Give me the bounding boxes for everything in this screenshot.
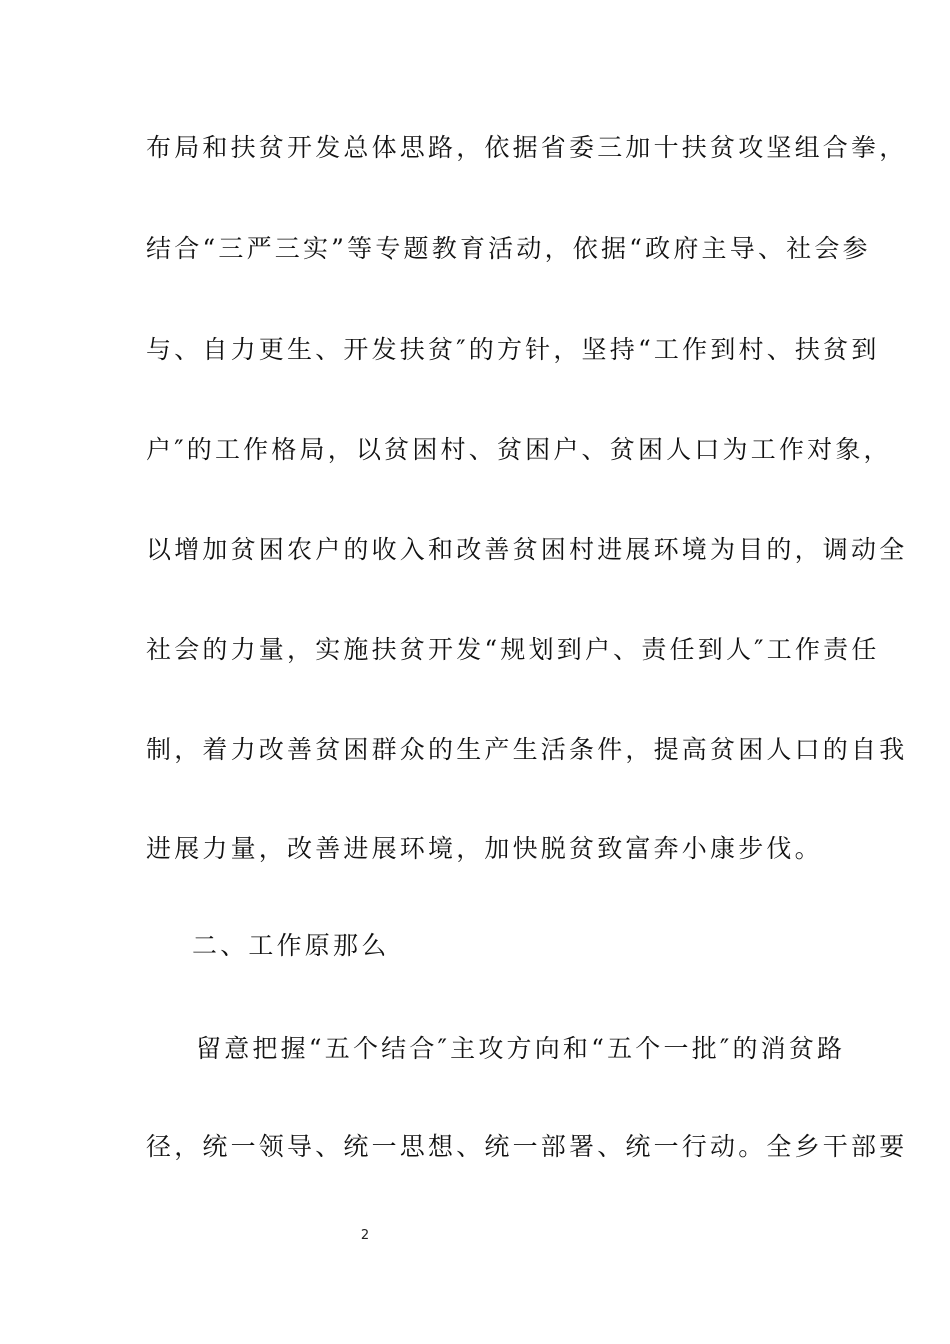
page-number: 2	[360, 1228, 370, 1243]
body-text-line: 结合“三严三实”等专题教育活动，依据“政府主导、社会参	[146, 234, 871, 263]
body-text-line: 以增加贫困农户的收入和改善贫困村进展环境为目的，调动全	[146, 535, 908, 564]
body-text-line: 社会的力量，实施扶贫开发“规划到户、责任到人″工作责任	[146, 635, 880, 664]
body-text-line: 制，着力改善贫困群众的生产生活条件，提高贫困人口的自我	[146, 735, 908, 764]
body-text-line: 户″的工作格局，以贫困村、贫困户、贫困人口为工作对象，	[146, 435, 892, 464]
body-text-line: 进展力量，改善进展环境，加快脱贫致富奔小康步伐。	[146, 834, 823, 863]
body-text-line: 留意把握“五个结合″主攻方向和“五个一批″的消贫路	[196, 1034, 846, 1063]
body-text-line: 与、自力更生、开发扶贫″的方针，坚持“工作到村、扶贫到	[146, 335, 880, 364]
body-text-line: 布局和扶贫开发总体思路，依据省委三加十扶贫攻坚组合拳，	[146, 133, 908, 162]
section-heading: 二、工作原那么	[192, 931, 390, 960]
body-text-line: 径，统一领导、统一思想、统一部署、统一行动。全乡干部要	[146, 1132, 908, 1161]
